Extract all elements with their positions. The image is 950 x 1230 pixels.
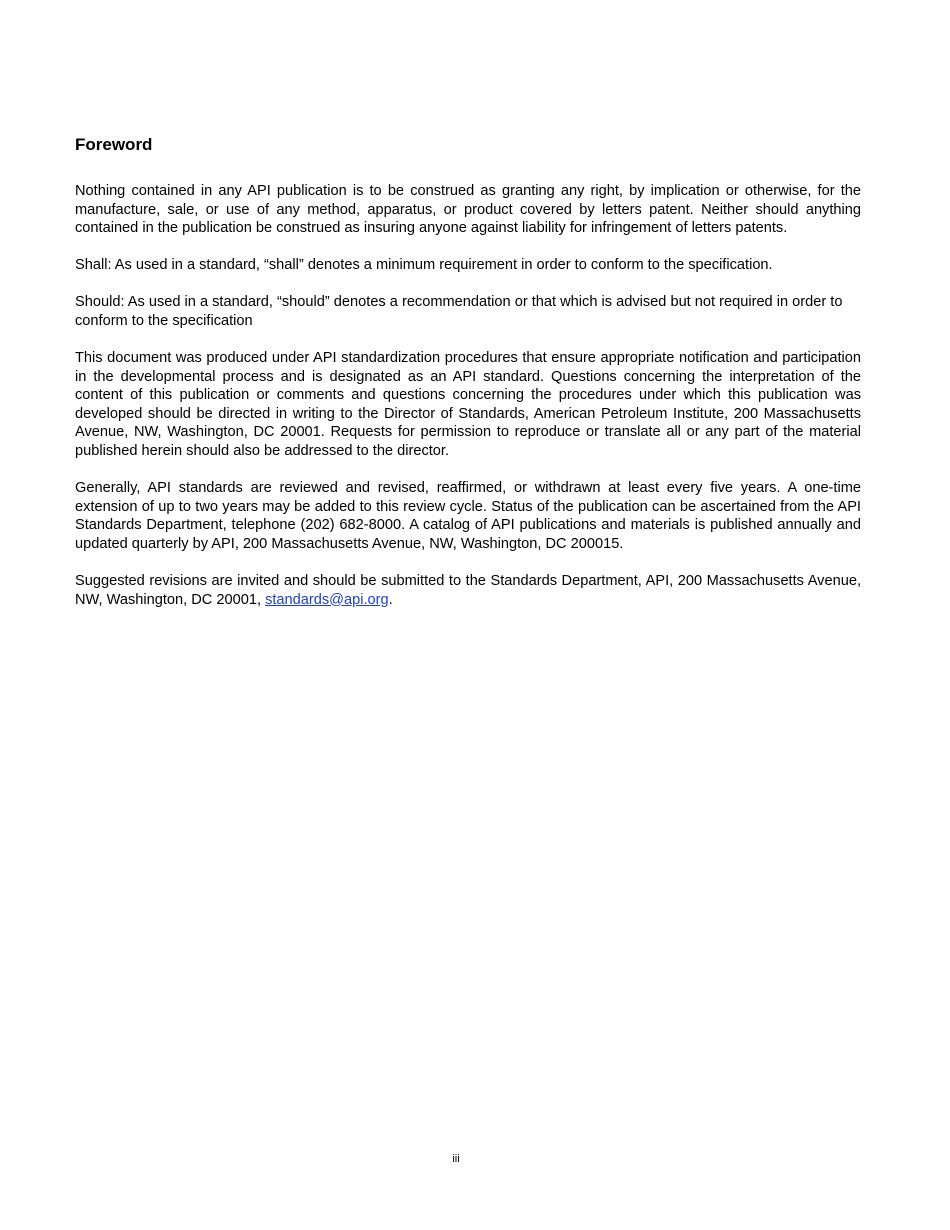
paragraph-should-definition: Should: As used in a standard, “should” denotes a recommendation or that which is advised but not required in order to conform to the specification [75,294,843,329]
paragraph-shall-definition: Shall: As used in a standard, “shall” denotes a minimum requirement in order to conform to the specification. [75,257,773,274]
paragraph-suggested-revisions [75,572,861,609]
paragraph-review-cycle: Generally, API standards are reviewed and revised, reaffirmed, or withdrawn at least every five years. A one-time extension of up to two years may be added to this review cycle. Status of the publication can be ascertained from the API Standards Department, telephone (202) 682-8000. A catalog of API publications and materials is published annually and updated quarterly by API, 200 Massachusetts Avenue, NW, Washington, DC 200015. [75,480,861,552]
page-number: iii [452,1153,460,1165]
standards-email-link[interactable]: standards@api.org [265,591,389,608]
revisions-text-end: . [388,591,393,608]
page-title: Foreword [75,135,153,154]
revisions-text: Suggested revisions are invited and should be submitted to the Standards Department, API, 200 Massachusetts Avenue, NW, Washington, DC 20001, [75,573,861,608]
paragraph-standardization-procedures: This document was produced under API standardization procedures that ensure appropriate notification and participation in the developmental process and is designated as an API standard. Questions concerning the interpretation of the content of this publication or comments and questions concerning the procedures under which this publication was developed should be directed in writing to the Director of Standards, American Petroleum Institute, 200 Massachusetts Avenue, NW, Washington, DC 20001. Requests for permission to reproduce or translate all or any part of the material published herein should also be addressed to the director. [75,350,861,460]
foreword-body [75,182,861,628]
paragraph-patent-disclaimer: Nothing contained in any API publication is to be construed as granting any right, by implication or otherwise, for the manufacture, sale, or use of any method, apparatus, or product covered by letters patent. Neither should anything contained in the publication be construed as insuring anyone against liability for infringement of letters patents. [75,183,861,237]
